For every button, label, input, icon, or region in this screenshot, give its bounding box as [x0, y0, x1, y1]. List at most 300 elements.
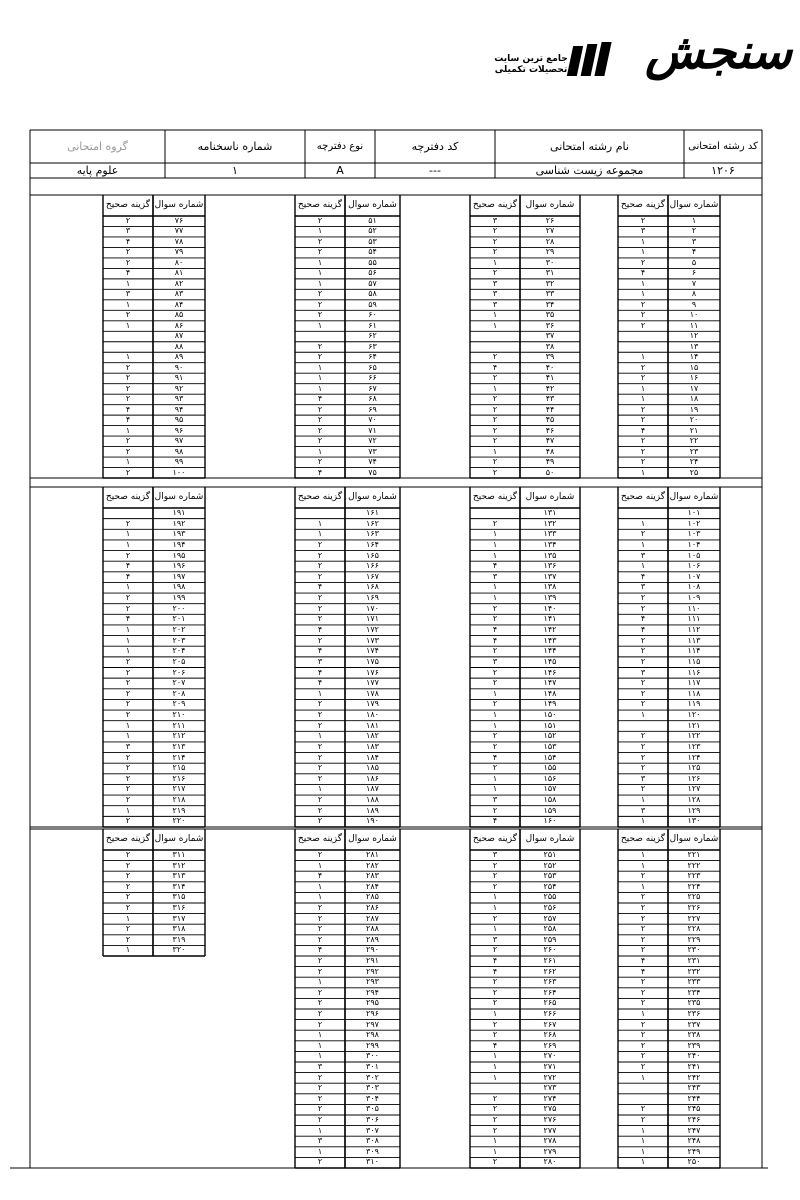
question-number: ۶۸: [368, 394, 377, 404]
correct-answer: ۲: [125, 603, 131, 613]
correct-answer: ۲: [640, 731, 646, 741]
correct-answer: ۲: [125, 763, 131, 773]
question-number: ۳۱: [545, 268, 555, 278]
correct-answer: ۲: [317, 404, 323, 414]
question-number: ۳۰۶: [366, 1115, 379, 1124]
correct-answer: ۲: [640, 593, 646, 603]
correct-answer: ۱: [125, 582, 131, 592]
answer-col-header: گزینه صحیح: [620, 199, 666, 210]
correct-answer: ۲: [317, 561, 323, 571]
correct-answer: ۱: [492, 310, 498, 320]
correct-answer: ۲: [125, 892, 131, 902]
question-number: ۱۲: [689, 331, 699, 341]
correct-answer: ۴: [317, 624, 323, 634]
question-number: ۳۰۸: [366, 1136, 379, 1146]
question-number: ۱۸۴: [366, 752, 379, 762]
correct-answer: ۲: [640, 688, 646, 698]
correct-answer: ۱: [492, 383, 498, 393]
question-number: ۳۳: [545, 289, 555, 299]
answer-col-header: گزینه صحیح: [472, 199, 518, 210]
correct-answer: ۲: [640, 763, 646, 773]
correct-answer: ۱: [125, 913, 131, 923]
question-number: ۳۱۸: [172, 924, 186, 934]
question-number: ۲۷۲: [543, 1072, 557, 1082]
question-number: ۱۲۱: [687, 720, 701, 730]
question-col-header: شماره سوال: [348, 491, 397, 502]
correct-answer: ۲: [640, 987, 646, 997]
question-number: ۲۷۶: [543, 1115, 557, 1124]
question-number: ۲۶۲: [543, 966, 557, 976]
question-number: ۷۷: [174, 226, 184, 236]
question-number: ۲۳۸: [687, 1030, 701, 1040]
question-number: ۱۰۹: [687, 593, 701, 603]
answer-col-header: گزینه صحیح: [620, 491, 666, 502]
question-number: ۱۵۶: [543, 773, 557, 783]
correct-answer: ۲: [640, 299, 646, 309]
question-number: ۱۹۷: [172, 571, 186, 581]
question-number: ۱۸: [689, 394, 699, 404]
correct-answer: ۲: [640, 362, 646, 372]
question-number: ۱۶۳: [366, 529, 379, 539]
question-number: ۲۱۲: [172, 731, 186, 741]
question-number: ۲۹۲: [366, 966, 379, 976]
question-number: ۳۰۰: [366, 1051, 379, 1061]
question-number: ۲۴۲: [687, 1072, 701, 1082]
question-number: ۱۲۰: [687, 710, 701, 720]
correct-answer: ۳: [492, 278, 498, 288]
question-number: ۲۶۹: [543, 1040, 557, 1050]
question-number: ۷۶: [174, 216, 184, 225]
question-number: ۹۶: [174, 425, 184, 435]
question-number: ۱۳۴: [543, 539, 557, 549]
question-number: ۲۷۵: [543, 1104, 557, 1114]
question-number: ۲۰۷: [172, 678, 186, 688]
question-number: ۱۳۷: [543, 571, 557, 581]
correct-answer: [618, 721, 668, 732]
correct-answer: ۱: [317, 278, 323, 288]
correct-answer: ۲: [492, 1030, 498, 1040]
correct-answer: ۴: [317, 394, 323, 404]
correct-answer: ۱: [640, 850, 646, 859]
correct-answer: ۲: [640, 1051, 646, 1061]
correct-answer: ۲: [640, 784, 646, 794]
correct-answer: ۲: [317, 341, 323, 351]
correct-answer: ۲: [317, 913, 323, 923]
correct-answer: ۲: [492, 1019, 498, 1029]
question-number: ۳۱۳: [172, 871, 186, 881]
correct-answer: ۲: [640, 871, 646, 881]
header-label: نوع دفترچه: [316, 141, 364, 152]
question-number: ۲۵۴: [543, 881, 557, 891]
question-number: ۳۱۵: [172, 892, 186, 902]
correct-answer: ۲: [125, 678, 131, 688]
question-number: ۱۱۸: [687, 688, 701, 698]
correct-answer: ۱: [640, 1157, 646, 1167]
correct-answer: ۲: [317, 699, 323, 709]
correct-answer: ۲: [317, 966, 323, 976]
correct-answer: ۱: [640, 1125, 646, 1135]
question-number: ۱۴۰: [543, 603, 557, 613]
question-number: ۱۶۴: [366, 539, 379, 549]
correct-answer: ۲: [640, 1115, 646, 1124]
question-number: ۸۱: [174, 268, 184, 278]
question-col-header: شماره سوال: [525, 199, 575, 210]
correct-answer: ۲: [317, 635, 323, 645]
question-number: ۲۲۶: [687, 903, 701, 912]
correct-answer: ۱: [492, 1136, 498, 1146]
question-number: ۲۵۳: [543, 871, 557, 881]
question-number: ۲۶: [545, 216, 555, 225]
question-number: ۲۸۷: [366, 913, 379, 923]
correct-answer: ۲: [317, 741, 323, 751]
correct-answer: [470, 1083, 520, 1094]
correct-answer: ۱: [317, 320, 323, 330]
correct-answer: ۲: [492, 913, 498, 923]
correct-answer: ۱: [640, 278, 646, 288]
correct-answer: ۲: [492, 518, 498, 528]
question-number: ۱۸۶: [366, 773, 379, 783]
question-number: ۱۷۱: [366, 614, 379, 624]
correct-answer: ۱: [492, 688, 498, 698]
answer-col-header: گزینه صحیح: [105, 491, 151, 502]
correct-answer: [470, 508, 520, 519]
correct-answer: ۲: [492, 731, 498, 741]
correct-answer: ۲: [640, 945, 646, 955]
logo-bars-icon: [570, 40, 610, 78]
question-number: ۳۰۳: [366, 1083, 379, 1093]
correct-answer: [618, 1094, 668, 1105]
question-number: ۷۸: [174, 236, 184, 246]
correct-answer: ۲: [492, 425, 498, 435]
correct-answer: [103, 342, 153, 352]
correct-answer: ۲: [640, 216, 646, 225]
question-number: ۲۱: [689, 425, 699, 435]
question-number: ۸۵: [174, 310, 184, 320]
correct-answer: ۲: [317, 571, 323, 581]
question-number: ۳۱۴: [172, 881, 186, 891]
answer-col-header: گزینه صحیح: [105, 199, 151, 210]
question-number: ۵۸: [368, 289, 377, 299]
question-number: ۱۳۲: [543, 518, 557, 528]
correct-answer: ۱: [317, 784, 323, 794]
question-col-header: شماره سوال: [669, 491, 719, 502]
question-number: ۱۰۶: [687, 561, 701, 571]
correct-answer: ۲: [317, 593, 323, 603]
question-number: ۱۸۱: [366, 720, 379, 730]
question-number: ۲۱۴: [172, 752, 186, 762]
correct-answer: ۲: [492, 457, 498, 467]
question-number: ۶۲: [368, 331, 377, 341]
correct-answer: ۴: [492, 624, 498, 634]
question-number: ۱۱۴: [687, 646, 701, 656]
correct-answer: ۲: [640, 603, 646, 613]
correct-answer: ۲: [125, 699, 131, 709]
question-number: ۶۵: [368, 362, 377, 372]
question-col-header: شماره سوال: [348, 833, 397, 844]
question-number: ۲۲۰: [172, 816, 186, 826]
correct-answer: ۱: [317, 446, 323, 456]
correct-answer: ۲: [492, 1115, 498, 1124]
correct-answer: ۱: [125, 945, 131, 955]
correct-answer: ۲: [125, 656, 131, 666]
question-number: ۹۵: [174, 415, 184, 425]
question-number: ۱۱۲: [687, 624, 701, 634]
question-number: ۶۴: [368, 352, 377, 362]
correct-answer: ۱: [317, 1125, 323, 1135]
question-number: ۲۳۵: [687, 998, 701, 1008]
correct-answer: ۲: [492, 603, 498, 613]
correct-answer: ۱: [125, 529, 131, 539]
question-number: ۲۸۱: [366, 850, 379, 859]
question-number: ۱۵۱: [543, 720, 557, 730]
correct-answer: ۲: [492, 1093, 498, 1103]
correct-answer: ۲: [125, 310, 131, 320]
correct-answer: [618, 342, 668, 352]
correct-answer: ۴: [317, 667, 323, 677]
correct-answer: ۲: [317, 310, 323, 320]
question-number: ۱۰۱: [687, 508, 701, 517]
correct-answer: ۱: [492, 1072, 498, 1082]
answer-col-header: گزینه صحیح: [297, 833, 343, 844]
correct-answer: ۲: [640, 752, 646, 762]
correct-answer: ۴: [492, 561, 498, 571]
question-number: ۱۶۸: [366, 582, 379, 592]
correct-answer: ۳: [317, 1062, 323, 1071]
question-number: ۲۰۳: [172, 635, 186, 645]
correct-answer: ۲: [125, 667, 131, 677]
question-number: ۱۷: [689, 383, 699, 393]
question-number: ۷۲: [368, 436, 377, 446]
question-number: ۱۲۶: [687, 773, 701, 783]
question-number: ۱۲۹: [687, 805, 701, 815]
question-number: ۵۳: [368, 236, 377, 246]
correct-answer: ۱: [125, 299, 131, 309]
correct-answer: ۱: [492, 446, 498, 456]
correct-answer: ۱: [640, 795, 646, 805]
question-number: ۶۱: [368, 320, 377, 330]
question-number: ۱۹۸: [172, 582, 186, 592]
correct-answer: ۲: [317, 956, 323, 965]
correct-answer: ۲: [492, 881, 498, 891]
correct-answer: ۲: [492, 373, 498, 383]
header-value: ۱: [232, 164, 238, 177]
correct-answer: ۱: [640, 881, 646, 891]
question-number: ۳۱۲: [172, 860, 186, 870]
header-value: A: [336, 164, 344, 177]
question-number: ۱۶۵: [366, 550, 379, 560]
correct-answer: ۱: [640, 1009, 646, 1018]
question-number: ۲۵۹: [543, 934, 557, 944]
correct-answer: ۱: [317, 529, 323, 539]
question-number: ۴۱: [545, 373, 555, 383]
correct-answer: ۱: [640, 518, 646, 528]
correct-answer: ۱: [125, 425, 131, 435]
question-number: ۷: [691, 278, 697, 288]
correct-answer: ۱: [317, 1040, 323, 1050]
correct-answer: ۲: [317, 816, 323, 826]
correct-answer: ۳: [640, 550, 646, 560]
correct-answer: ۲: [640, 1030, 646, 1040]
question-number: ۲۲۹: [687, 934, 701, 944]
question-number: ۳۴: [545, 299, 555, 309]
question-number: ۲۴۸: [687, 1136, 701, 1146]
question-number: ۲۷۸: [543, 1136, 557, 1146]
question-number: ۹: [691, 299, 697, 309]
question-number: ۱۴۲: [543, 624, 557, 634]
correct-answer: [103, 331, 153, 341]
question-number: ۳۶: [545, 320, 555, 330]
question-number: ۲۹۹: [366, 1040, 379, 1050]
question-number: ۲۸۴: [366, 881, 379, 891]
question-number: ۲۳۱: [687, 956, 701, 965]
question-number: ۷۵: [368, 467, 377, 477]
correct-answer: ۳: [640, 226, 646, 236]
question-number: ۱۳۶: [543, 561, 557, 571]
correct-answer: ۳: [492, 289, 498, 299]
question-number: ۲۱۳: [172, 741, 186, 751]
correct-answer: [470, 331, 520, 341]
question-number: ۱۱۰: [687, 603, 701, 613]
correct-answer: ۲: [125, 934, 131, 944]
question-number: ۶۳: [368, 341, 377, 351]
question-number: ۹۳: [174, 394, 184, 404]
correct-answer: ۱: [317, 881, 323, 891]
correct-answer: ۲: [492, 268, 498, 278]
question-number: ۳۱۱: [172, 850, 186, 859]
correct-answer: ۲: [317, 1072, 323, 1082]
question-number: ۲۲۸: [687, 924, 701, 934]
correct-answer: ۲: [492, 226, 498, 236]
correct-answer: ۲: [640, 656, 646, 666]
question-number: ۲۸: [545, 236, 555, 246]
question-number: ۲۹۱: [366, 956, 379, 965]
sanjesh-logo: [492, 20, 792, 98]
correct-answer: ۲: [492, 404, 498, 414]
correct-answer: ۳: [492, 934, 498, 944]
correct-answer: [618, 331, 668, 341]
question-number: ۳۲۰: [172, 945, 186, 955]
question-number: ۱۴۴: [543, 646, 557, 656]
correct-answer: ۲: [492, 667, 498, 677]
question-number: ۱۸۳: [366, 741, 379, 751]
question-number: ۲۲۷: [687, 913, 701, 923]
correct-answer: ۳: [317, 656, 323, 666]
correct-answer: ۲: [317, 1115, 323, 1124]
question-number: ۲۰۱: [172, 614, 186, 624]
correct-answer: ۲: [492, 646, 498, 656]
question-number: ۲۸۰: [543, 1157, 557, 1167]
correct-answer: ۴: [492, 752, 498, 762]
correct-answer: ۲: [640, 646, 646, 656]
correct-answer: ۳: [640, 582, 646, 592]
correct-answer: ۲: [492, 805, 498, 815]
correct-answer: ۱: [125, 278, 131, 288]
header-label: کد دفترچه: [411, 140, 459, 153]
question-number: ۱۰۳: [687, 529, 701, 539]
correct-answer: ۱: [492, 892, 498, 902]
question-number: ۱۴۸: [543, 688, 557, 698]
correct-answer: ۱: [317, 1051, 323, 1061]
question-number: ۲۱۹: [172, 805, 186, 815]
question-number: ۱۸۵: [366, 763, 379, 773]
correct-answer: ۲: [640, 892, 646, 902]
correct-answer: ۲: [640, 924, 646, 934]
question-number: ۲۷۷: [543, 1125, 557, 1135]
correct-answer: ۲: [317, 1019, 323, 1029]
correct-answer: ۳: [125, 741, 131, 751]
question-number: ۲۴۵: [687, 1104, 701, 1114]
correct-answer: ۱: [492, 1146, 498, 1156]
correct-answer: ۲: [125, 850, 131, 859]
correct-answer: ۱: [125, 731, 131, 741]
correct-answer: ۲: [492, 436, 498, 446]
question-number: ۲۰۲: [172, 624, 186, 634]
question-number: ۱۰۲: [687, 518, 701, 528]
question-number: ۱۸۲: [366, 731, 379, 741]
correct-answer: ۱: [640, 236, 646, 246]
correct-answer: ۲: [492, 236, 498, 246]
question-number: ۲۰۸: [172, 688, 186, 698]
question-number: ۲۹۶: [366, 1009, 379, 1018]
question-number: ۳: [691, 236, 697, 246]
question-number: ۲۵۶: [543, 903, 557, 912]
header-label: گروه امتحانی: [67, 140, 128, 153]
question-number: ۲۲۴: [687, 881, 701, 891]
correct-answer: ۴: [640, 425, 646, 435]
correct-answer: ۲: [640, 457, 646, 467]
question-number: ۱۸۷: [366, 784, 379, 794]
question-number: ۵۵: [368, 257, 377, 267]
correct-answer: [618, 508, 668, 519]
correct-answer: ۴: [492, 362, 498, 372]
correct-answer: ۲: [317, 903, 323, 912]
correct-answer: ۲: [317, 352, 323, 362]
question-number: ۶۶: [368, 373, 377, 383]
question-col-header: شماره سوال: [669, 199, 719, 210]
question-number: ۳۵: [545, 310, 555, 320]
correct-answer: ۴: [492, 1040, 498, 1050]
question-number: ۱۰۷: [687, 571, 701, 581]
question-number: ۲۳۴: [687, 987, 701, 997]
correct-answer: ۲: [317, 299, 323, 309]
correct-answer: ۲: [317, 614, 323, 624]
correct-answer: ۲: [492, 977, 498, 987]
correct-answer: ۲: [317, 998, 323, 1008]
correct-answer: ۱: [640, 467, 646, 477]
question-number: ۲۲: [689, 436, 699, 446]
correct-answer: ۲: [317, 436, 323, 446]
correct-answer: ۱: [317, 518, 323, 528]
correct-answer: ۲: [640, 977, 646, 987]
question-number: ۳۱۷: [172, 913, 186, 923]
question-number: ۲۵۲: [543, 860, 557, 870]
correct-answer: ۴: [317, 871, 323, 881]
question-number: ۱۷۴: [366, 646, 379, 656]
correct-answer: ۲: [125, 394, 131, 404]
question-number: ۲۴۳: [687, 1083, 701, 1093]
correct-answer: ۱: [317, 892, 323, 902]
correct-answer: ۲: [317, 710, 323, 720]
correct-answer: ۱: [640, 247, 646, 257]
correct-answer: ۴: [125, 236, 131, 246]
correct-answer: ۲: [492, 467, 498, 477]
correct-answer: ۴: [317, 646, 323, 656]
question-number: ۴۲: [545, 383, 555, 393]
question-number: ۳۲: [545, 278, 555, 288]
correct-answer: ۱: [640, 1146, 646, 1156]
correct-answer: ۲: [492, 1104, 498, 1114]
correct-answer: ۲: [317, 425, 323, 435]
